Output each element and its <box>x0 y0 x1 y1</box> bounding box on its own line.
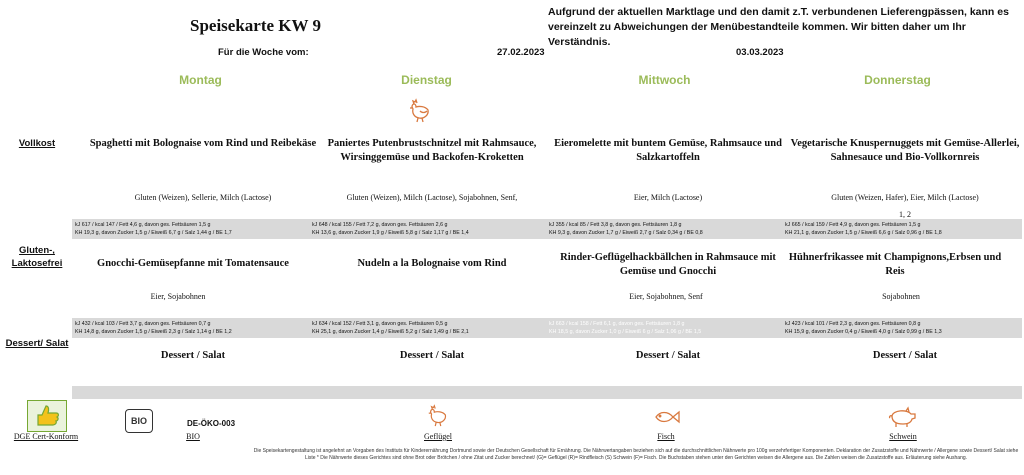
date-from: 27.02.2023 <box>497 47 545 58</box>
page-title: Speisekarte KW 9 <box>190 16 321 35</box>
poultry-label: Geflügel <box>424 432 452 441</box>
vollkost-allergens-thursday: Gluten (Weizen, Hafer), Eier, Milch (Lactose) <box>831 193 979 202</box>
dessert-wednesday: Dessert / Salat <box>635 350 701 361</box>
dge-label: DGE Cert-Konform <box>13 432 79 441</box>
date-to: 03.03.2023 <box>736 47 784 58</box>
gluten-dish-monday: Gnocchi-Gemüsepfanne mit Tomatensauce <box>97 258 289 269</box>
day-header-tuesday: Dienstag <box>401 73 452 87</box>
gluten-dish-wednesday: Rinder-Geflügelhackbällchen in Rahmsauce mit Gemüse und Gnocchi <box>560 252 776 277</box>
bio-label: BIO <box>186 432 200 441</box>
category-dessert-salad: Dessert/ Salat <box>5 338 69 349</box>
gluten-nutrition-wednesday: kJ 663 / kcal 158 / Fett 6,1 g, davon ges. Fettsäuren 1,8 g KH 18,5 g, davon Zucker 1,0 g / Eiweiß 6 g / Salz 1,06 g / BE 1,5 <box>549 321 702 335</box>
vollkost-allergens-tuesday: Gluten (Weizen), Milch (Lactose), Sojabohnen, Senf, <box>346 193 518 202</box>
vollkost-nutrition-thursday: kJ 665 / kcal 159 / Fett 4,9 g, davon ges. Fettsäuren 1,5 g KH 21,1 g, davon Zucker 1,5 g / Eiweiß 6,6 g / Salz 0,96 g / BE 1,8 <box>785 222 942 236</box>
vollkost-dish-tuesday: Paniertes Putenbrustschnitzel mit Rahmsauce, Wirsinggemüse und Backofen-Kroketten <box>327 138 537 163</box>
pig-icon <box>887 406 917 428</box>
gluten-dish-tuesday: Nudeln a la Bolognaise vom Rind <box>357 258 507 269</box>
day-header-monday: Montag <box>179 73 222 87</box>
vollkost-allergens-wednesday: Eier, Milch (Lactose) <box>633 193 703 202</box>
vollkost-nutrition-wednesday: kJ 355 / kcal 85 / Fett 3,8 g, davon ges. Fettsäuren 1,8 g KH 9,3 g, davon Zucker 1,7 g / Eiweiß 2,7 g / Salz 0,34 g / BE 0,8 <box>549 222 703 236</box>
week-label: Für die Woche vom: <box>218 47 309 58</box>
vollkost-allergens-monday: Gluten (Weizen), Sellerie, Milch (Lactose) <box>134 193 272 202</box>
supply-notice: Aufgrund der aktuellen Marktlage und den damit z.T. verbundenen Lieferengpässen, kann es vereinzelt zu Abweichungen der Menübestandteile kommen. Wir bitten daher um Ihr Verständnis. <box>548 6 1009 48</box>
day-header-thursday: Donnerstag <box>864 73 931 87</box>
day-header-wednesday: Mittwoch <box>638 73 691 87</box>
dessert-thursday: Dessert / Salat <box>872 350 938 361</box>
gluten-nutrition-tuesday: kJ 634 / kcal 152 / Fett 3,1 g, davon ges. Fettsäuren 0,5 g KH 25,1 g, davon Zucker 1,4 g / Eiweiß 5,2 g / Salz 1,49 g / BE 2,1 <box>312 321 469 335</box>
dessert-monday: Dessert / Salat <box>160 350 226 361</box>
vollkost-nutrition-monday: kJ 617 / kcal 147 / Fett 4,6 g, davon ges. Fettsäuren 1,5 g KH 19,3 g, davon Zucker 1,5 g / Eiweiß 6,7 g / Salz 1,44 g / BE 1,7 <box>75 222 232 236</box>
gluten-dish-thursday: Hühnerfrikassee mit Champignons,Erbsen und Reis <box>788 252 1002 277</box>
gluten-allergens-wednesday: Eier, Sojabohnen, Senf <box>629 292 703 301</box>
poultry-legend-icon <box>426 402 450 428</box>
vollkost-additives-thursday: 1, 2 <box>899 210 911 219</box>
separator-band <box>72 386 1022 399</box>
vollkost-dish-thursday: Vegetarische Knuspernuggets mit Gemüse-Allerlei, Sahnesauce und Bio-Vollkornreis <box>790 138 1020 163</box>
gluten-nutrition-monday: kJ 432 / kcal 103 / Fett 3,7 g, davon ges. Fettsäuren 0,7 g KH 14,8 g, davon Zucker 1,5 g / Eiweiß 2,3 g / Salz 1,14 g / BE 1,2 <box>75 321 232 335</box>
dessert-tuesday: Dessert / Salat <box>399 350 465 361</box>
pork-label: Schwein <box>889 432 917 441</box>
thumbs-up-icon <box>28 401 66 431</box>
vollkost-dish-wednesday: Eieromelette mit buntem Gemüse, Rahmsauce und Salzkartoffeln <box>554 138 782 163</box>
category-gluten-lactose-free: Gluten-, Laktosefrei <box>11 245 63 269</box>
legal-footnote: Die Speisekartengestaltung ist angelehnt an Vorgaben des Instituts für Kinderernährung Dortmund sowie der Deutschen Gesellschaft für Ernährung. Die Nährwertangaben beziehen sich auf die durchschnittlichen Nährwerte pro 100g verzehrfertiger Komponenten. Deklaration der Zusatzstoffe und Nährwerte / Allergene sowie Dessert/ Salat siehe Liste * Die Nährwerte dieses Gerichtes sind ohne Brot oder Brötchen / ohne Zitat und Zucker berechnet/ (G)= Geflügel (R)= Rindfleisch (S) Schwein (F)= Fisch. Die Buchstaben stehen unter den Gerichten weisen die Allergene aus. Die Zahlen weisen die Zusatzstoffe aus. Erläuterung siehe Aushang. <box>253 448 1019 461</box>
dge-logo <box>27 400 67 432</box>
gluten-nutrition-thursday: kJ 423 / kcal 101 / Fett 2,3 g, davon ges. Fettsäuren 0,8 g KH 15,9 g, davon Zucker 0,4 g / Eiweiß 4,0 g / Salz 0,99 g / BE 1,3 <box>785 321 942 335</box>
gluten-allergens-monday: Eier, Sojabohnen <box>150 292 206 301</box>
vollkost-nutrition-tuesday: kJ 648 / kcal 155 / Fett 7,2 g, davon ges. Fettsäuren 2,6 g KH 13,6 g, davon Zucker 1,9 g / Eiweiß 5,8 g / Salz 1,17 g / BE 1,4 <box>312 222 469 236</box>
bio-code: DE-ÖKO-003 <box>187 419 236 428</box>
fish-icon <box>653 409 681 425</box>
poultry-icon <box>407 97 433 123</box>
gluten-allergens-thursday: Sojabohnen <box>882 292 920 301</box>
bio-seal-badge: BIO <box>125 409 153 433</box>
fish-label: Fisch <box>657 432 675 441</box>
vollkost-dish-monday: Spaghetti mit Bolognaise vom Rind und Reibekäse <box>89 138 317 149</box>
category-vollkost: Vollkost <box>18 138 56 149</box>
